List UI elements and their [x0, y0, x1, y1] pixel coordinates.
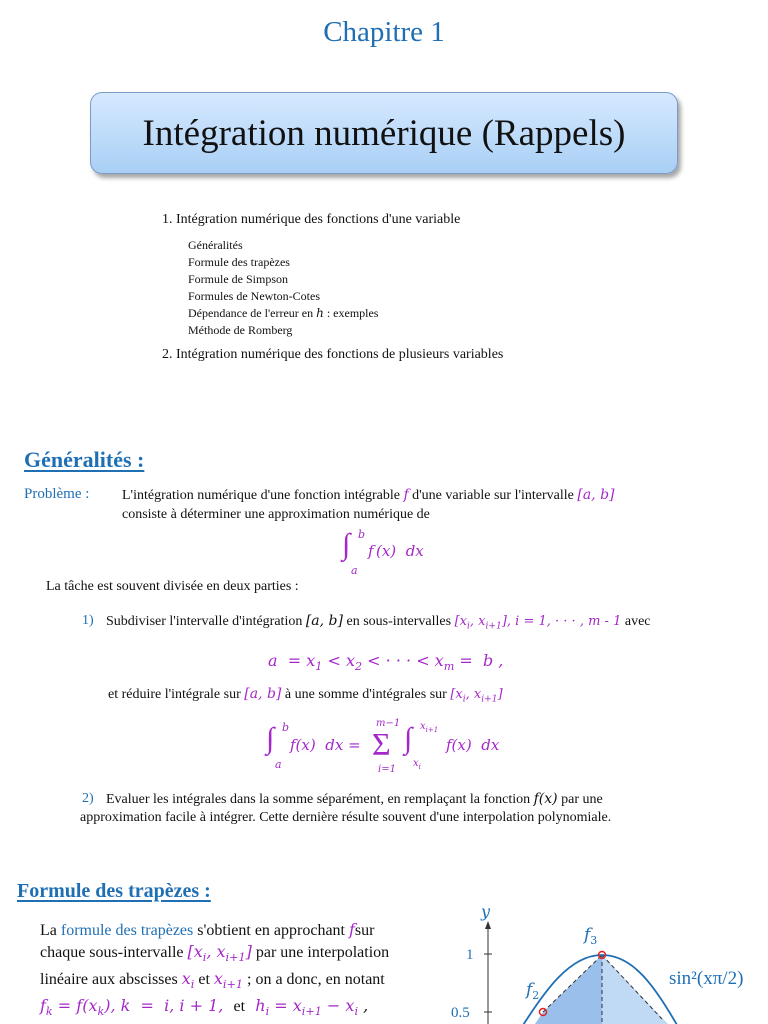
- tick-label-05: 0.5: [451, 1005, 470, 1021]
- partition-equation: $a = x_1 < x_2$ < · · · < $x_m = b$ ,: [268, 651, 504, 674]
- tick-label-1: 1: [466, 947, 474, 963]
- integral-equation: ∫ b a f (x) dx: [342, 528, 424, 577]
- label-f2: $f_2$: [526, 980, 540, 1002]
- sum-equation: ∫ b a f(x) dx = m−1 Σ i=1 ∫ $x_{i+1}$ $x_i$ f(x) dx: [266, 718, 500, 775]
- probleme-text: L'intégration numérique d'une fonction intégrable f d'une variable sur l'intervalle [a, b]: [122, 487, 615, 503]
- section-heading-generalites: Généralités :: [24, 447, 145, 472]
- trapezoid-figure: [440, 895, 768, 1024]
- trapezes-paragraph: La formule des trapèzes s'obtient en approchant fsur chaque sous-intervalle [$x_i$, $x_{i+1}$] par une interpolation linéaire aux abscisses $x_i$ et $x_{i+1}$ ; on a donc, en notant $f_k = f(x_k)$, k = i, i + 1, et $h_i = x_{i+1} - x_i$ ,: [40, 920, 390, 1019]
- trapezoid-fill-left: [535, 955, 602, 1024]
- toc-subitem: Dépendance de l'erreur en h : exemples: [188, 306, 379, 320]
- section-heading-trapezes: Formule des trapèzes :: [17, 880, 211, 902]
- toc-subitem: Généralités: [188, 238, 243, 252]
- curve-label: sin²(xπ/2): [669, 968, 744, 989]
- tache-text: La tâche est souvent divisée en deux parties :: [46, 579, 299, 594]
- toc-subitems: [188, 237, 378, 339]
- toc-item-1: 1. Intégration numérique des fonctions d'une variable: [162, 212, 461, 227]
- trapezes-link: formule des trapèzes: [60, 922, 194, 939]
- step1-text: Subdiviser l'intervalle d'intégration [a, b] en sous-intervalles [$x_i$, $x_{i+1}$], i = 1, · · · , m - 1 avec: [106, 613, 651, 632]
- y-axis-arrow: [485, 921, 491, 929]
- y-label: y: [481, 902, 491, 921]
- step2-label: 2): [82, 791, 94, 806]
- toc-subitem: Formule de Simpson: [188, 272, 289, 286]
- page-title: Intégration numérique (Rappels): [142, 112, 626, 154]
- toc-subitem: Formules de Newton-Cotes: [188, 289, 320, 303]
- chapter-label: Chapitre 1: [323, 16, 445, 48]
- probleme-label: Problème :: [24, 486, 90, 502]
- toc-item-2: 2. Intégration numérique des fonctions de plusieurs variables: [162, 347, 504, 362]
- reduce-text: et réduire l'intégrale sur [a, b] à une somme d'intégrales sur [$x_i$, $x_{i+1}$]: [108, 686, 503, 705]
- step1-label: 1): [82, 613, 94, 628]
- title-box: [90, 92, 678, 174]
- probleme-text-line2: consiste à déterminer une approximation numérique de: [122, 507, 430, 522]
- label-f3: $f_3$: [584, 925, 598, 947]
- toc-subitem: Formule des trapèzes: [188, 255, 290, 269]
- toc-subitem: Méthode de Romberg: [188, 323, 293, 337]
- step2-text: Evaluer les intégrales dans la somme séparément, en remplaçant la fonction f(x) par une: [106, 791, 603, 807]
- step2-text-line2: approximation facile à intégrer. Cette dernière résulte souvent d'une interpolation polynomiale.: [80, 810, 612, 825]
